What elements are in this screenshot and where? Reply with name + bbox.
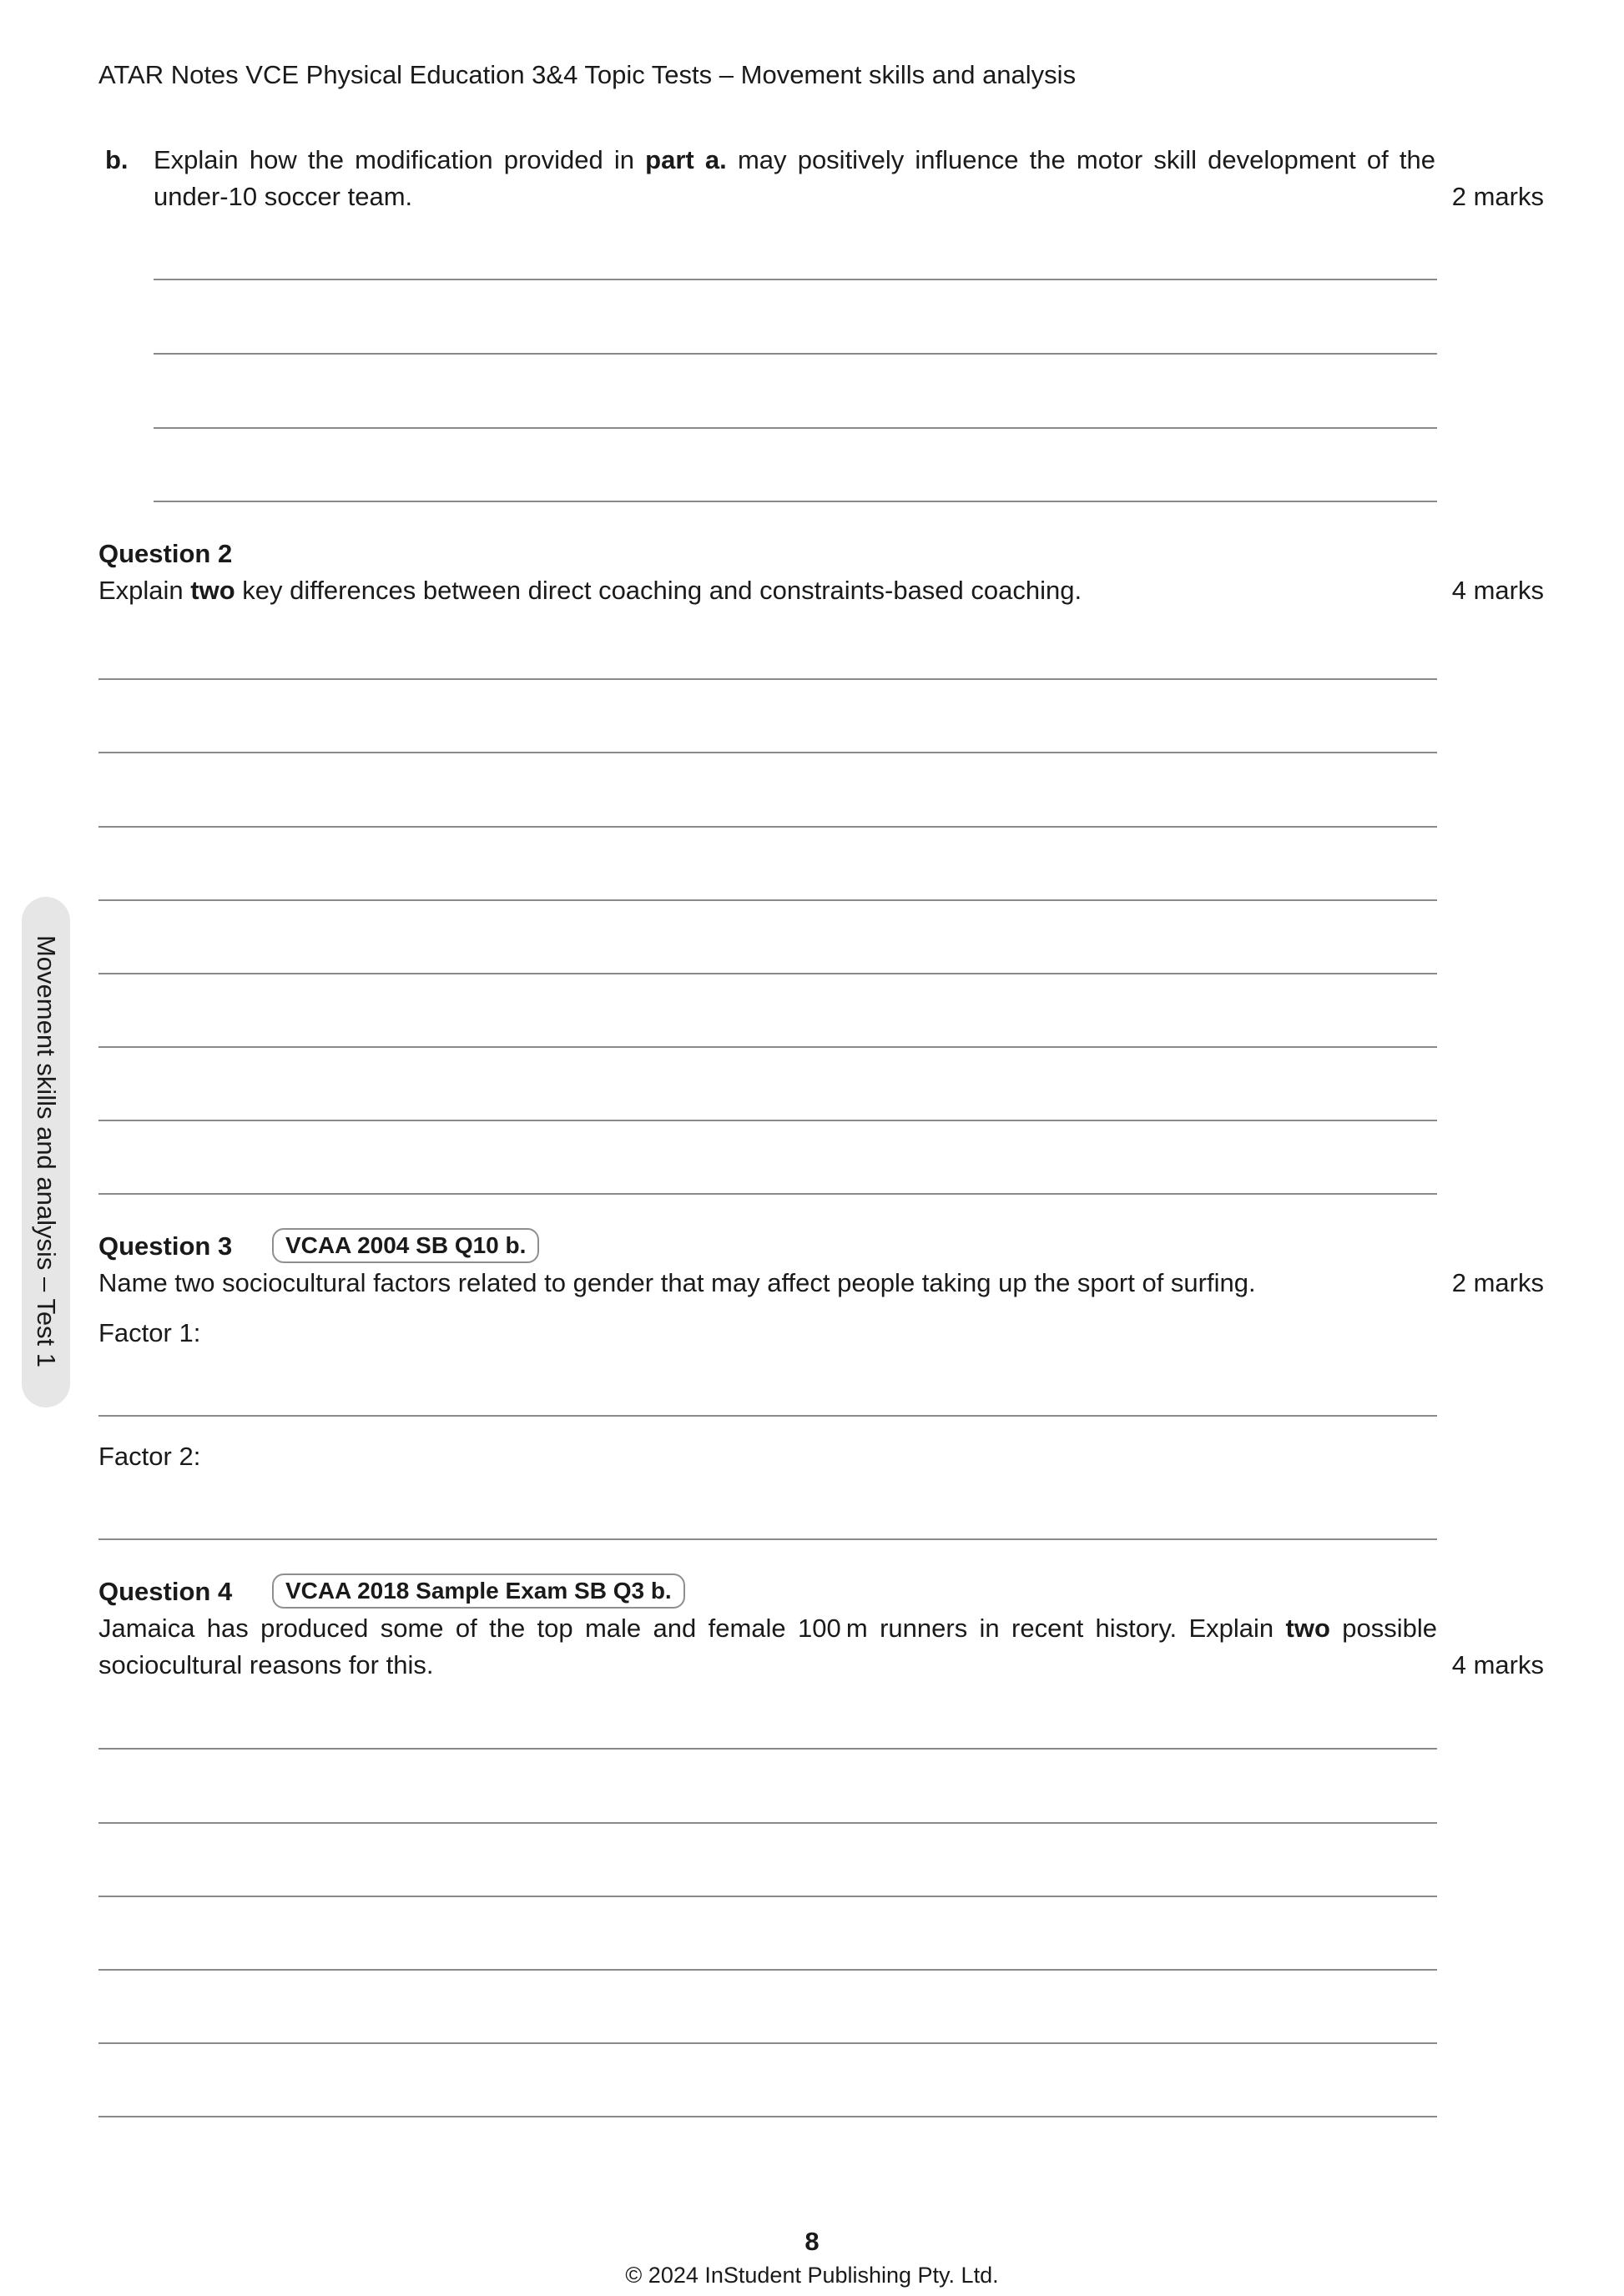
q3-text: Name two sociocultural factors related to gender that may affect people taking up the sport of surfing. [98, 1268, 1256, 1297]
q1b-text-bold: part a. [645, 145, 727, 174]
answer-line[interactable] [98, 2116, 1437, 2117]
q3-factor1-label: Factor 1: [98, 1318, 201, 1347]
q4-marks: 4 marks [1451, 1650, 1544, 1679]
q2-text-before: Explain [98, 576, 191, 605]
answer-line[interactable] [154, 427, 1437, 429]
side-tab-label: Movement skills and analysis – Test 1 [32, 934, 61, 1368]
q1b-marks: 2 marks [1451, 182, 1544, 211]
answer-line[interactable] [98, 899, 1437, 901]
factor1-answer-line[interactable] [98, 1415, 1437, 1417]
answer-line[interactable] [98, 1120, 1437, 1121]
answer-line[interactable] [98, 1822, 1437, 1824]
q1b-label: b. [105, 145, 129, 174]
q4-text [98, 1610, 1437, 1684]
answer-line[interactable] [98, 1046, 1437, 1048]
answer-line[interactable] [98, 1748, 1437, 1750]
q2-text-after: key differences between direct coaching and constraints-based coaching. [235, 576, 1082, 605]
q2-heading: Question 2 [98, 539, 233, 568]
q4-text-bold: two [1285, 1614, 1330, 1643]
page-header: ATAR Notes VCE Physical Education 3&4 Topic Tests – Movement skills and analysis [98, 60, 1077, 89]
q4-source-tag: VCAA 2018 Sample Exam SB Q3 b. [272, 1573, 685, 1609]
answer-line[interactable] [98, 1193, 1437, 1195]
answer-line[interactable] [98, 973, 1437, 974]
copyright: © 2024 InStudent Publishing Pty. Ltd. [625, 2263, 999, 2288]
answer-line[interactable] [154, 501, 1437, 502]
q1b-text-after: may positively influence the motor skill development of the under-10 soccer team. [154, 145, 1435, 211]
answer-line[interactable] [98, 678, 1437, 680]
page-number: 8 [804, 2227, 820, 2256]
q3-source-tag: VCAA 2004 SB Q10 b. [272, 1228, 539, 1263]
q4-text-before: Jamaica has produced some of the top male and female 100 m runners in recent history. Explain [98, 1614, 1286, 1643]
q3-marks: 2 marks [1451, 1268, 1544, 1297]
answer-line[interactable] [98, 826, 1437, 828]
q2-marks: 4 marks [1451, 576, 1544, 605]
answer-line[interactable] [98, 1896, 1437, 1897]
answer-line[interactable] [154, 279, 1437, 280]
answer-line[interactable] [98, 1969, 1437, 1971]
answer-line[interactable] [154, 353, 1437, 355]
q2-text [98, 572, 1434, 609]
q3-factor2-label: Factor 2: [98, 1442, 201, 1471]
answer-line[interactable] [98, 752, 1437, 753]
q1b-text [154, 142, 1435, 215]
factor2-answer-line[interactable] [98, 1538, 1437, 1540]
q1b-text-before: Explain how the modification provided in [154, 145, 646, 174]
q2-text-bold: two [190, 576, 235, 605]
answer-line[interactable] [98, 2042, 1437, 2044]
q3-heading: Question 3 [98, 1231, 233, 1261]
q4-text-after: possible sociocultural reasons for this. [98, 1614, 1437, 1679]
q4-heading: Question 4 [98, 1577, 233, 1606]
